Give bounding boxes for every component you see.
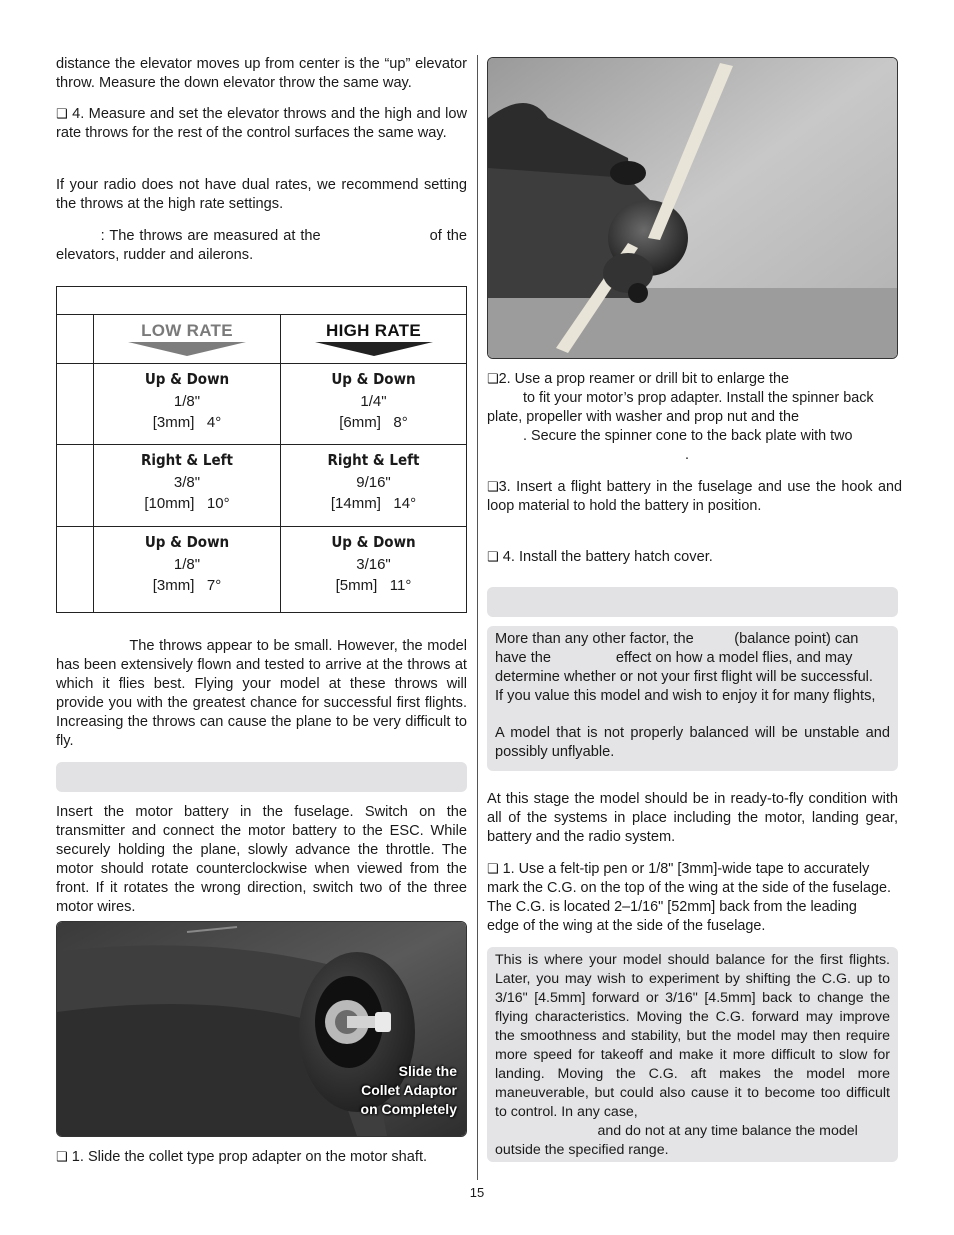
cell-value: 3/16" [356,556,391,573]
high-rate-label: HIGH RATE [326,321,421,340]
motor-paragraph: Insert the motor battery in the fuselage. Switch on the transmitter and connect the motor battery to the ESC. While securely holding the plane, slowly advance the throttle. The motor should rotate counterclockwise when viewed from the front. If it rotates the wrong direction, switch two of the three motor wires. [56,804,467,915]
measured-paragraph: : The throws are measured at the of the elevators, rudder and ailerons. [56,228,472,263]
table-row [57,445,467,527]
step-2-line: . Secure the spinner cone to the back plate with two [487,428,853,444]
row-label-cell [57,527,94,613]
step-3-right [487,478,902,516]
step-4-text: 4. Measure and set the elevator throws and the high and low rate throws for the rest of the control surfaces the same way. [56,106,468,141]
row-label-cell [57,364,94,445]
cell-metric: [3mm] 7° [152,577,222,594]
step-2-right [487,370,907,465]
note-line: and do not at any time balance the model [495,1123,858,1139]
row-label-cell [57,445,94,527]
cg-importance-note [487,626,898,771]
step-2-line: . [685,447,689,463]
cell-value: 1/8" [173,556,201,573]
caption-line: Collet Adaptor [361,1082,457,1098]
low-rate-arrow-icon [128,342,246,356]
step-2-line: plate, propeller with washer and prop nut and the [487,409,799,425]
high-cell [281,364,467,445]
cell-metric: [14mm] 14° [330,495,417,512]
cell-metric: [5mm] 11° [335,577,412,594]
cg-step-1 [487,860,903,936]
cg-section-header-band [487,587,898,617]
motor-photo [56,921,467,1137]
low-cell [94,445,281,527]
low-rate-label: LOW RATE [141,321,233,340]
step-1-text: 1. Slide the collet type prop adapter on the motor shaft. [71,1149,428,1165]
caption-line: Slide the [398,1063,457,1079]
cell-metric: [10mm] 10° [144,495,230,512]
table-row [57,364,467,445]
cell-heading: Right & Left [141,451,233,469]
section-header-band [56,762,467,792]
step-1-left [56,1148,471,1167]
column-divider [477,55,478,1180]
cg-experiment-note [487,947,898,1162]
cg-step-line: edge of the wing at the side of the fuselage. [487,918,766,934]
checkbox-icon[interactable]: ❑ [487,372,499,387]
propeller-photo-image [488,58,897,358]
cell-heading: Right & Left [327,451,420,469]
step-2-line: 2. Use a prop reamer or drill bit to enlarge the [498,371,790,387]
high-rate-arrow-icon [315,342,433,356]
note-line: More than any other factor, the (balance point) can [495,631,859,647]
high-rate-header [281,315,467,364]
table-corner [57,315,94,364]
propeller-photo [487,57,898,359]
step-4-right-text: 4. Install the battery hatch cover. [502,549,713,565]
throws-paragraph: The throws appear to be small. However, the model has been extensively flown and tested to arrive at the throws at which it flies best. Flying your model at these throws will provide you with the greatest chance for successful first flights. Increasing the throws can cause the plane to be very difficult to fly. [56,638,472,749]
checkbox-icon[interactable]: ❑ [487,862,499,877]
caption-line: on Completely [360,1101,457,1117]
note-line: have the effect on how a model flies, and may [495,650,853,666]
checkbox-icon[interactable]: ❑ [56,1150,68,1165]
note-paragraph: This is where your model should balance for the first flights. Later, you may wish to experiment by shifting the C.G. up to 3/16" [4.5mm] forward or 3/16" [4.5mm] back to change the flying characteristics. Moving the C.G. forward may improve the smoothness and stability, but the model may then require more speed for takeoff and make it more difficult to slow for landing. Moving the C.G. aft makes the model more maneuverable, but could also cause it to become too difficult to control. In any case, [495,952,890,1120]
step-2-line: to fit your motor’s prop adapter. Install the spinner back [487,390,874,406]
low-rate-header [94,315,281,364]
cg-step-line: mark the C.G. on the top of the wing at the side of the fuselage. [487,880,891,896]
dual-rates-paragraph: If your radio does not have dual rates, we recommend setting the throws at the high rate settings. [56,177,467,212]
cell-value: 9/16" [356,474,391,491]
note-line: If you value this model and wish to enjoy it for many flights, [495,688,876,704]
step-3-text: 3. Insert a flight battery in the fuselage and use the hook and loop material to hold the battery in position. [487,479,902,514]
high-cell [281,445,467,527]
photo-caption [317,1062,457,1119]
high-cell [281,527,467,613]
cell-value: 1/4" [360,393,387,410]
note-line: A model that is not properly balanced will be unstable and possibly unflyable. [495,725,890,760]
low-cell [94,527,281,613]
table-row [57,527,467,613]
low-cell [94,364,281,445]
cell-heading: Up & Down [144,370,230,388]
page-number: 15 [469,1185,485,1200]
cell-heading: Up & Down [331,533,416,551]
cell-value: 3/8" [173,474,201,491]
cell-metric: [3mm] 4° [152,414,222,431]
checkbox-icon[interactable]: ❑ [487,480,499,495]
table-title-row [57,287,467,315]
checkbox-icon[interactable]: ❑ [487,550,499,565]
note-line: determine whether or not your first flight will be successful. [495,669,873,685]
cell-value: 1/8" [173,393,201,410]
throws-table [56,286,467,613]
note-line: outside the specified range. [495,1142,669,1158]
cell-heading: Up & Down [144,533,230,551]
ready-to-fly-paragraph: At this stage the model should be in ready-to-fly condition with all of the systems in place including the motor, landing gear, battery and the radio system. [487,791,898,845]
intro-paragraph: distance the elevator moves up from center is the “up” elevator throw. Measure the down elevator throw the same way. [56,56,467,91]
step-4-right [487,548,898,567]
cg-step-line: The C.G. is located 2–1/16" [52mm] back from the leading [487,899,857,915]
cell-metric: [6mm] 8° [339,414,408,431]
step-4-left [56,105,467,143]
cell-heading: Up & Down [331,370,416,388]
checkbox-icon[interactable]: ❑ [56,107,68,122]
cg-step-line: 1. Use a felt-tip pen or 1/8" [3mm]-wide tape to accurately [502,861,870,877]
